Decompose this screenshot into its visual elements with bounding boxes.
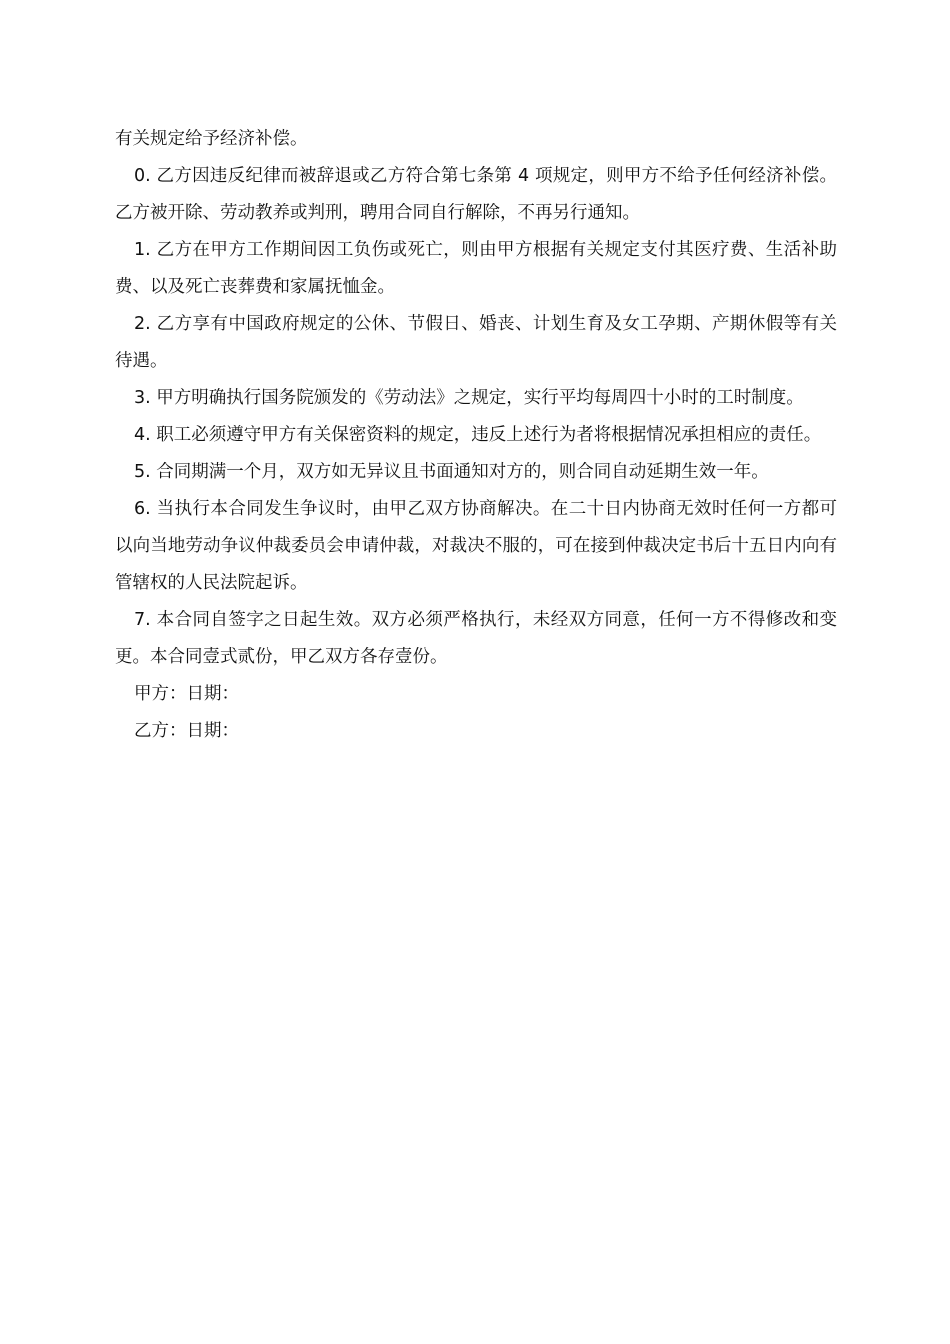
paragraph-clause-5: 5. 合同期满一个月，双方如无异议且书面通知对方的，则合同自动延期生效一年。 <box>134 462 769 482</box>
paragraph-clause-7: 7. 本合同自签字之日起生效。双方必须严格执行，未经双方同意，任何一方不得修改和变更。本合同壹式贰份，甲乙双方各存壹份。 <box>115 610 837 667</box>
paragraph-compensation-tail: 有关规定给予经济补偿。 <box>115 129 308 149</box>
paragraph-clause-0: 0. 乙方因违反纪律而被辞退或乙方符合第七条第 4 项规定，则甲方不给予任何经济补偿。乙方被开除、劳动教养或判刑，聘用合同自行解除，不再另行通知。 <box>115 166 837 223</box>
paragraph-clause-3: 3. 甲方明确执行国务院颁发的《劳动法》之规定，实行平均每周四十小时的工时制度。 <box>134 388 804 408</box>
paragraph-clause-4: 4. 职工必须遵守甲方有关保密资料的规定，违反上述行为者将根据情况承担相应的责任。 <box>134 425 822 445</box>
signature-party-a: 甲方：日期： <box>134 684 239 704</box>
document-body <box>115 121 837 750</box>
paragraph-clause-2: 2. 乙方享有中国政府规定的公休、节假日、婚丧、计划生育及女工孕期、产期休假等有关待遇。 <box>115 314 837 371</box>
paragraph-clause-1: 1. 乙方在甲方工作期间因工负伤或死亡，则由甲方根据有关规定支付其医疗费、生活补助费、以及死亡丧葬费和家属抚恤金。 <box>115 240 837 297</box>
signature-party-b: 乙方：日期： <box>134 721 239 741</box>
paragraph-clause-6: 6. 当执行本合同发生争议时，由甲乙双方协商解决。在二十日内协商无效时任何一方都可以向当地劳动争议仲裁委员会申请仲裁，对裁决不服的，可在接到仲裁决定书后十五日内向有管辖权的人民法院起诉。 <box>115 499 837 593</box>
